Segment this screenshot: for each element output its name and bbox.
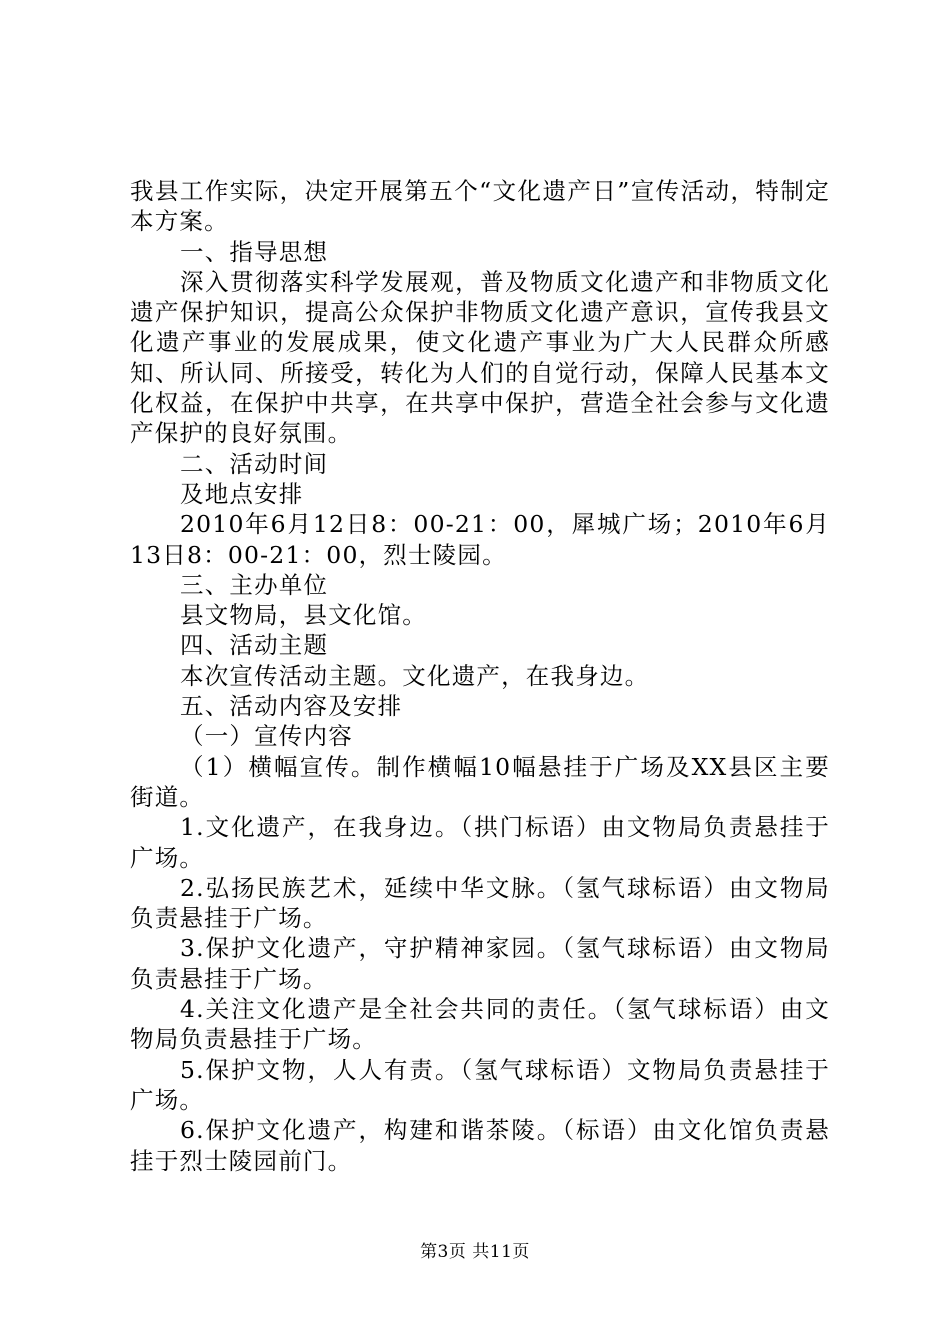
heading-theme: 四、活动主题 [180,631,329,660]
heading-guiding-ideology: 一、指导思想 [180,237,329,266]
document-body [130,176,830,1176]
paragraph-theme: 本次宣传活动主题。文化遗产，在我身边。 [180,661,650,690]
paragraph-banner-publicity: （1）横幅宣传。制作横幅10幅悬挂于广场及XX县区主要街道。 [130,752,830,811]
subheading-publicity-content: （一）宣传内容 [180,722,353,751]
paragraph-guiding-ideology: 深入贯彻落实科学发展观，普及物质文化遗产和非物质文化遗产保护知识，提高公众保护非物质文化遗产意识，宣传我县文化遗产事业的发展成果，使文化遗产事业为广大人民群众所感知、所认同、所接受，转化为人们的自觉行动，保障人民基本文化权益，在保护中共享，在共享中保护，营造全社会参与文化遗产保护的良好氛围。 [130,267,830,448]
list-item-slogan-6: 6.保护文化遗产，构建和谐茶陵。（标语）由文化馆负责悬挂于烈士陵园前门。 [130,1116,830,1175]
heading-content-arrangement: 五、活动内容及安排 [180,692,403,721]
list-item-slogan-2: 2.弘扬民族艺术，延续中华文脉。（氢气球标语）由文物局负责悬挂于广场。 [130,873,830,933]
heading-organizers: 三、主办单位 [180,570,329,599]
heading-activity-time: 二、活动时间 [180,449,329,478]
list-item-slogan-3: 3.保护文化遗产，守护精神家园。（氢气球标语）由文物局负责悬挂于广场。 [130,934,830,993]
page-footer [0,1241,950,1263]
paragraph-time-location: 2010年6月12日8：00-21：00，犀城广场；2010年6月13日8：00-21：00，烈士陵园。 [130,510,830,569]
list-item-slogan-1: 1.文化遗产，在我身边。（拱门标语）由文物局负责悬挂于广场。 [130,813,830,872]
list-item-slogan-5: 5.保护文物，人人有责。（氢气球标语）文物局负责悬挂于广场。 [130,1055,830,1114]
list-item-slogan-4: 4.关注文化遗产是全社会共同的责任。（氢气球标语）由文物局负责悬挂于广场。 [130,995,830,1054]
paragraph-organizers: 县文物局，县文化馆。 [180,601,427,630]
page-number: 第3页 共11页 [420,1242,530,1262]
heading-activity-location: 及地点安排 [180,479,304,508]
paragraph-intro-continuation: 我县工作实际，决定开展第五个“文化遗产日”宣传活动，特制定本方案。 [130,177,830,236]
